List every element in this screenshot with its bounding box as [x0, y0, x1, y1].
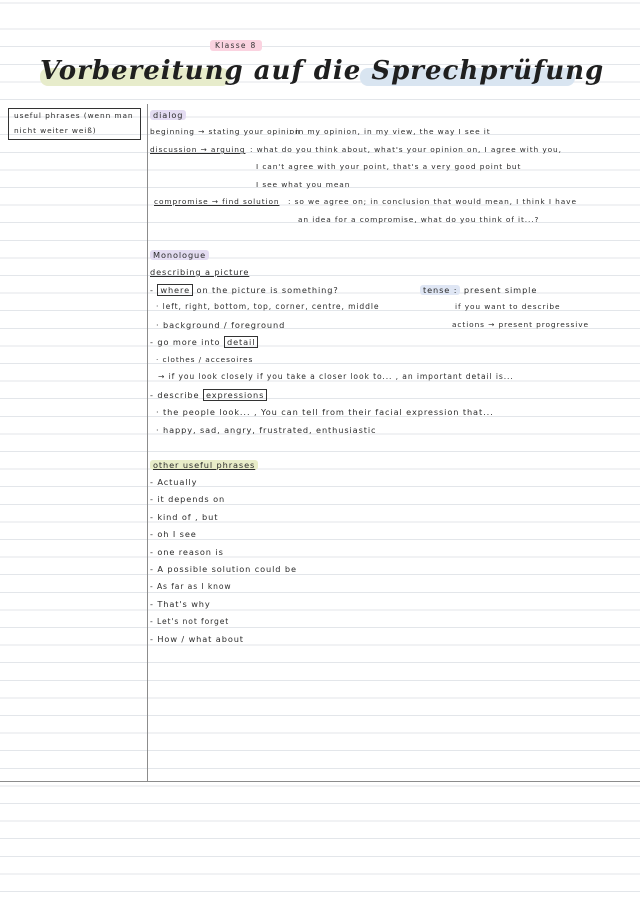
monologue-background: · background / foreground: [156, 320, 286, 330]
dialog-discussion-line2: I can't agree with your point, that's a very good point but: [256, 162, 522, 171]
dialog-heading: dialog: [150, 110, 186, 120]
monologue-emotions: · happy, sad, angry, frustrated, enthusiastic: [156, 425, 377, 435]
sidebar-box-line1: useful phrases (wenn man: [14, 111, 134, 120]
list-item: - one reason is: [150, 547, 224, 557]
monologue-tense-line2: if you want to describe: [455, 302, 561, 311]
monologue-tense-line3: actions → present progressive: [452, 320, 589, 329]
dialog-compromise-line2: an idea for a compromise, what do you think of it...?: [298, 215, 540, 224]
dialog-discussion-line3: I see what you mean: [256, 180, 351, 189]
monologue-describe: - describe expressions: [150, 390, 267, 400]
monologue-closely: → if you look closely if you take a closer look to... , an important detail is...: [158, 372, 514, 381]
monologue-where-line: - where on the picture is something?: [150, 285, 339, 295]
monologue-clothes: · clothes / accesoires: [156, 355, 254, 364]
list-item: - oh I see: [150, 529, 197, 539]
dialog-compromise-label: compromise → find solution: [154, 197, 280, 206]
list-item: - How / what about: [150, 634, 244, 644]
dialog-beginning-text: : in my opinion, in my view, the way I see it: [289, 127, 491, 136]
list-item: - Let's not forget: [150, 617, 230, 626]
margin-divider: [147, 104, 148, 781]
monologue-heading: Monologue: [150, 250, 209, 260]
list-item: - kind of , but: [150, 512, 219, 522]
dialog-discussion-text: : what do you think about, what's your opinion on, I agree with you,: [250, 145, 562, 154]
dialog-compromise-text: : so we agree on; in conclusion that would mean, I think I have: [288, 197, 577, 206]
list-item: - Actually: [150, 477, 198, 487]
bottom-divider: [0, 781, 640, 782]
monologue-people: · the people look... , You can tell from their facial expression that...: [156, 407, 494, 417]
monologue-tense: tense : present simple: [420, 285, 537, 295]
list-item: - As far as I know: [150, 582, 232, 591]
sidebar-box-line2: nicht weiter weiß): [14, 126, 97, 135]
list-item: - it depends on: [150, 494, 226, 504]
class-tag: Klasse 8: [210, 40, 262, 51]
dialog-discussion-label: discussion → arguing: [150, 145, 246, 154]
monologue-positions: · left, right, bottom, top, corner, centre, middle: [156, 302, 380, 311]
list-item: - That's why: [150, 599, 211, 609]
monologue-describing: describing a picture: [150, 267, 250, 277]
monologue-go-more: - go more into detail: [150, 337, 258, 347]
dialog-beginning-label: beginning → stating your opinion: [150, 127, 301, 136]
page-title: Vorbereitung auf die Sprechprüfung: [40, 56, 605, 86]
other-heading: other useful phrases: [150, 460, 258, 470]
list-item: - A possible solution could be: [150, 564, 297, 574]
